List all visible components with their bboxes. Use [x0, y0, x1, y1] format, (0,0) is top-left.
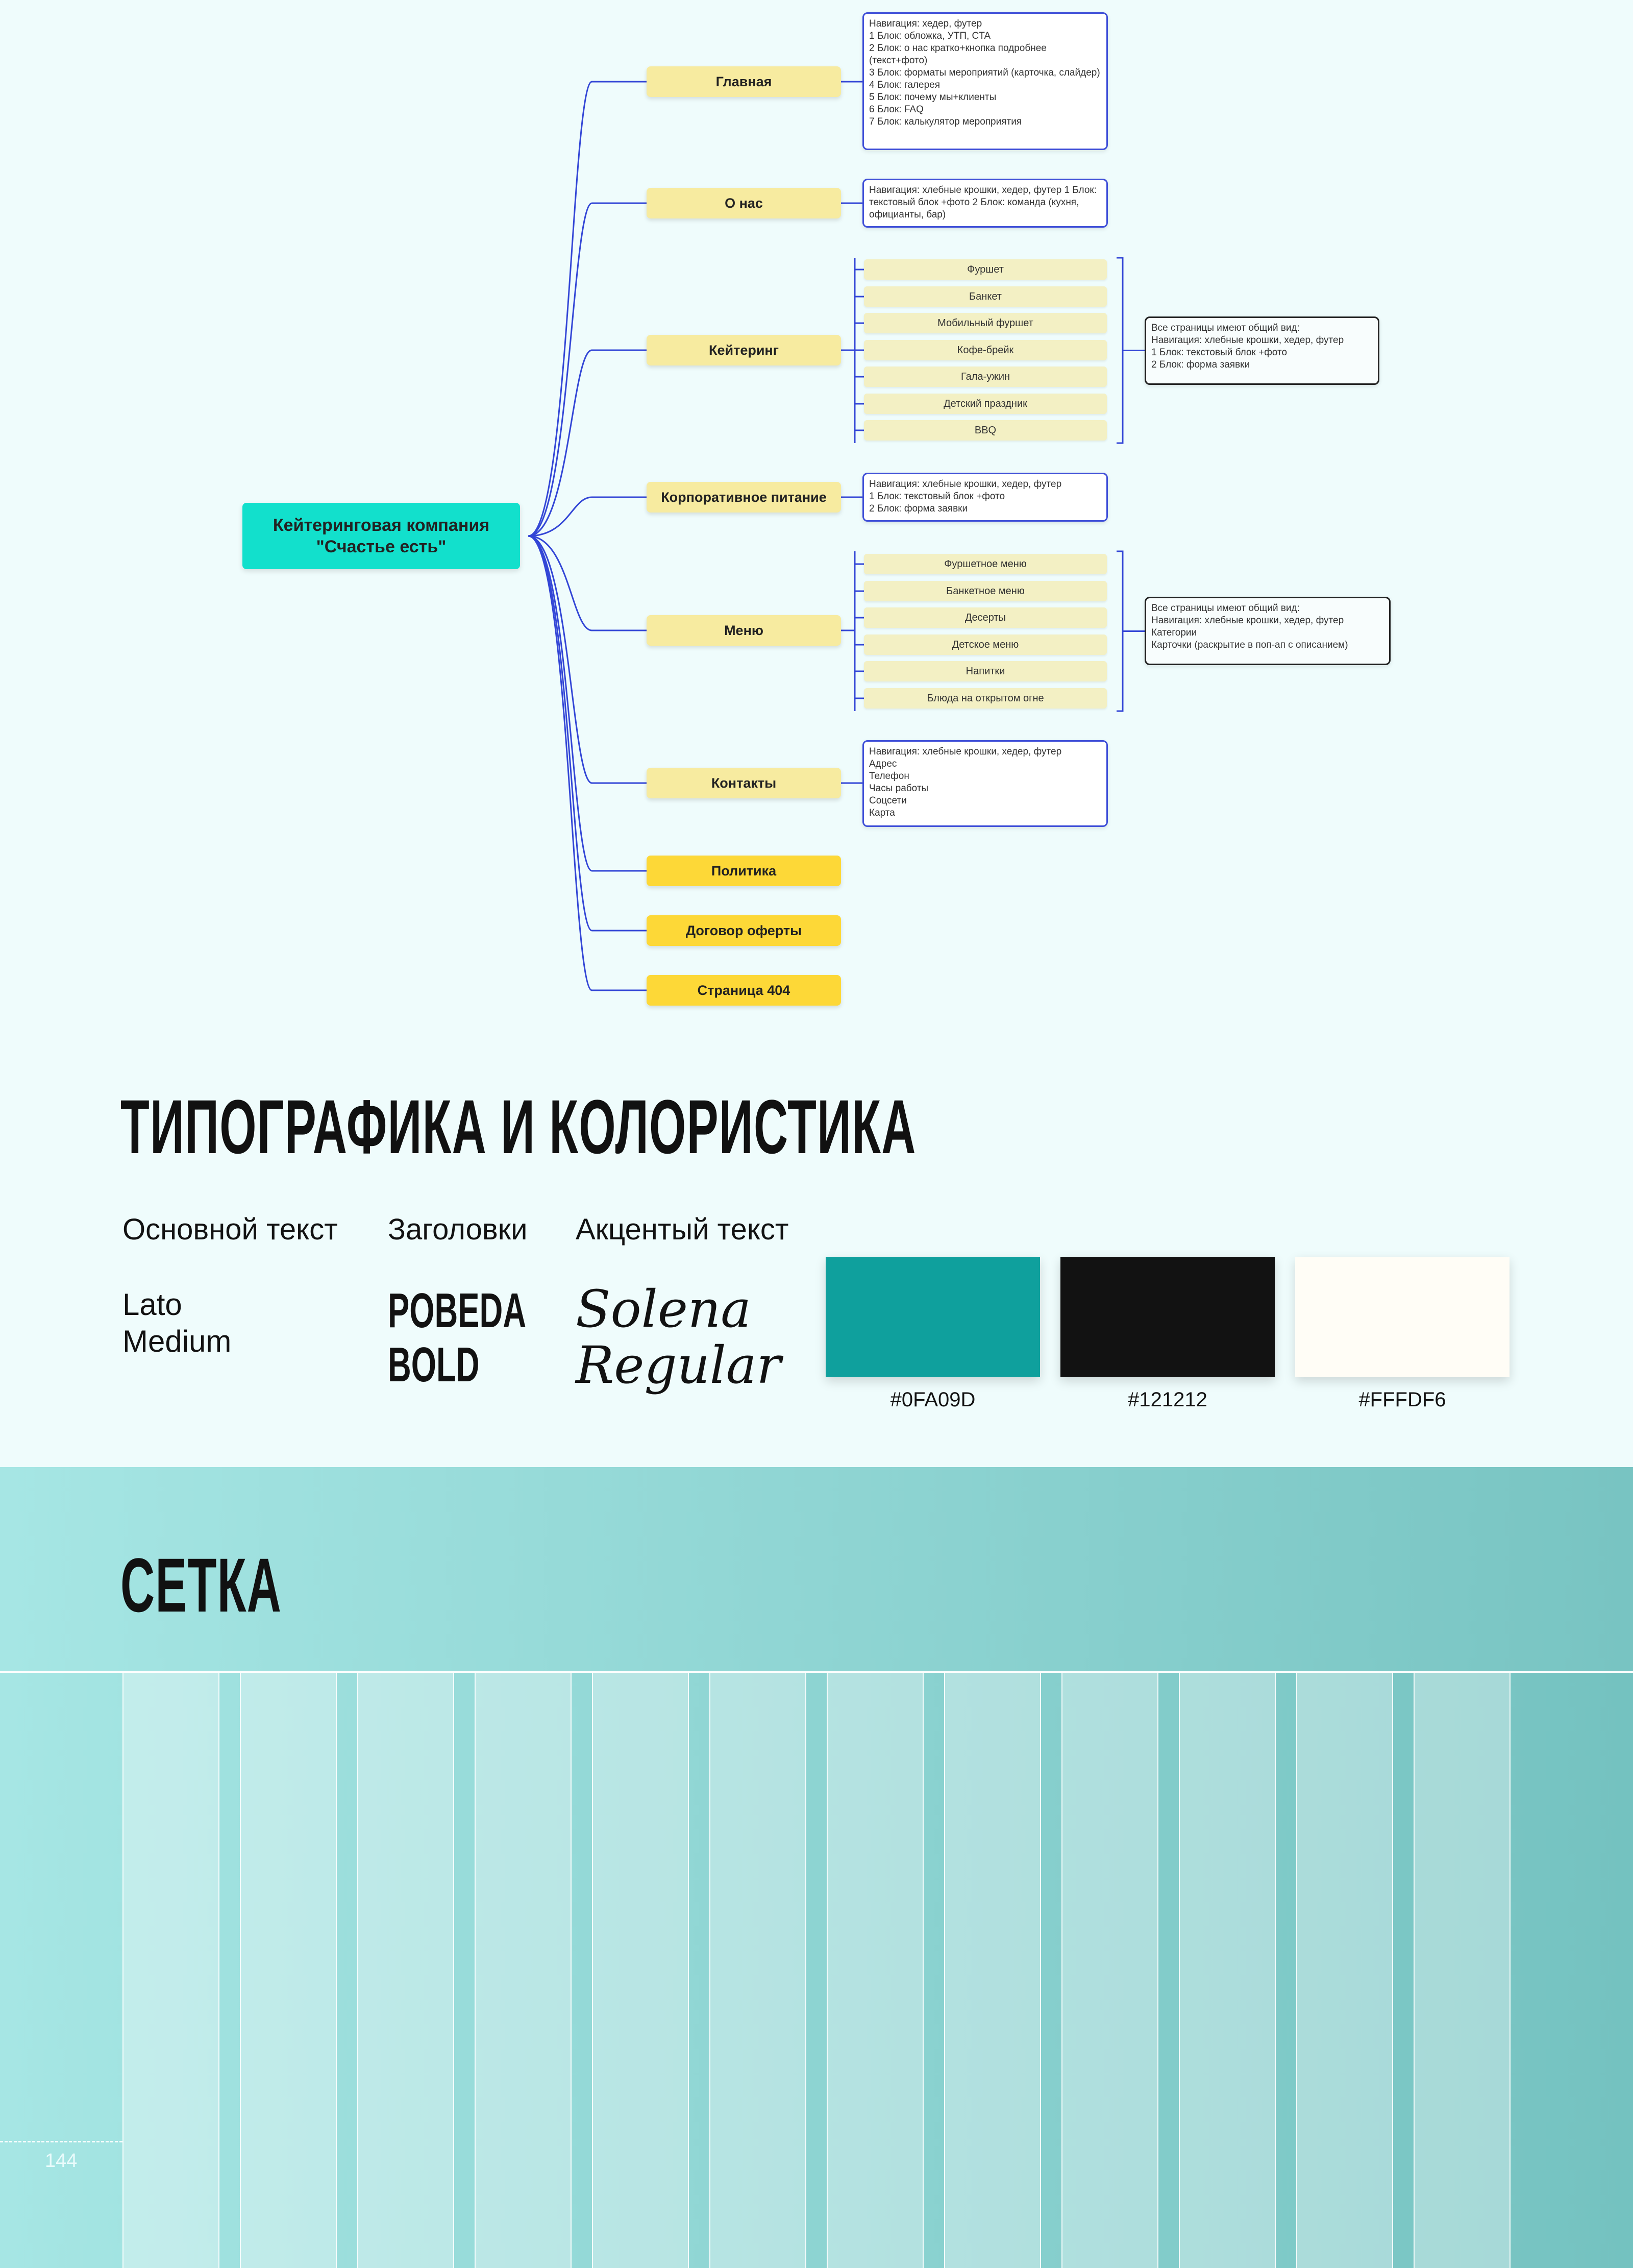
grid-column: [1061, 1673, 1158, 2268]
node-catering: Кейтеринг: [647, 335, 841, 365]
grid-column: [240, 1673, 337, 2268]
menu-item: Банкетное меню: [864, 581, 1107, 601]
node-corporate: Корпоративное питание: [647, 482, 841, 513]
grid-column: [475, 1673, 572, 2268]
connector-line: [528, 536, 647, 630]
color-swatch-cream: [1295, 1257, 1510, 1377]
node-policy: Политика: [647, 856, 841, 886]
node-about: О нас: [647, 188, 841, 218]
catering-item: Детский праздник: [864, 394, 1107, 414]
label-headings: Заголовки: [388, 1213, 528, 1246]
note-home: Навигация: хедер, футер 1 Блок: обложка, УТП, CTA 2 Блок: о нас кратко+кнопка подробнее (текст+фото) 3 Блок: форматы мероприятий (карточка, слайдер) 4 Блок: галерея 5 Блок: почему мы+клиенты 6 Блок: FAQ 7 Блок: калькулятор мероприятия: [862, 12, 1108, 150]
color-hex-black: #121212: [1128, 1388, 1207, 1411]
grid-column: [944, 1673, 1041, 2268]
mindmap-root: Кейтеринговая компания "Счастье есть": [242, 503, 520, 569]
connector-line: [528, 536, 647, 871]
grid-column: [827, 1673, 924, 2268]
color-hex-teal: #0FA09D: [890, 1388, 976, 1411]
catering-bracket: [1117, 258, 1123, 443]
grid-column: [592, 1673, 689, 2268]
page-number: 144: [45, 2150, 78, 2172]
catering-item: Фуршет: [864, 259, 1107, 280]
note-about: Навигация: хлебные крошки, хедер, футер 1 Блок: текстовый блок +фото 2 Блок: команда (кухня, официанты, бар): [862, 179, 1108, 228]
font-sample-headings: POBEDA BOLD: [388, 1283, 527, 1392]
node-menu: Меню: [647, 615, 841, 646]
grid-column: [709, 1673, 806, 2268]
menu-item: Напитки: [864, 661, 1107, 681]
node-home: Главная: [647, 66, 841, 97]
font-sample-body: Lato Medium: [122, 1287, 232, 1358]
page-number-dash: [0, 2141, 122, 2142]
connector-line: [528, 82, 647, 536]
note-corporate: Навигация: хлебные крошки, хедер, футер 1 Блок: текстовый блок +фото 2 Блок: форма заявки: [862, 473, 1108, 522]
note-catering-common: Все страницы имеют общий вид: Навигация: хлебные крошки, хедер, футер 1 Блок: текстовый блок +фото 2 Блок: форма заявки: [1145, 316, 1379, 385]
menu-item: Блюда на открытом огне: [864, 688, 1107, 709]
node-404: Страница 404: [647, 975, 841, 1006]
color-hex-cream: #FFFDF6: [1358, 1388, 1446, 1411]
grid-column: [122, 1673, 219, 2268]
grid-column: [1179, 1673, 1276, 2268]
node-contacts: Контакты: [647, 768, 841, 798]
font-sample-accent: Solena Regular: [576, 1279, 781, 1395]
note-contacts: Навигация: хлебные крошки, хедер, футер Адрес Телефон Часы работы Соцсети Карта: [862, 740, 1108, 827]
grid-column: [1296, 1673, 1393, 2268]
node-offer: Договор оферты: [647, 915, 841, 946]
catering-item: Кофе-брейк: [864, 340, 1107, 360]
label-accent-text: Акцентый текст: [576, 1213, 789, 1246]
grid-column: [1414, 1673, 1511, 2268]
note-menu-common: Все страницы имеют общий вид: Навигация: хлебные крошки, хедер, футер Категории Карточки (раскрытие в поп-ап с описанием): [1145, 597, 1391, 665]
grid-column: [357, 1673, 454, 2268]
connector-line: [528, 203, 647, 536]
label-body-text: Основной текст: [122, 1213, 338, 1246]
catering-item: Мобильный фуршет: [864, 313, 1107, 333]
catering-item: BBQ: [864, 420, 1107, 441]
menu-item: Фуршетное меню: [864, 554, 1107, 574]
menu-bracket: [1117, 551, 1123, 711]
menu-item: Детское меню: [864, 635, 1107, 655]
grid-title: СЕТКА: [120, 1542, 282, 1628]
typography-title: ТИПОГРАФИКА И КОЛОРИСТИКА: [120, 1084, 917, 1169]
menu-item: Десерты: [864, 607, 1107, 628]
catering-item: Гала-ужин: [864, 367, 1107, 387]
catering-item: Банкет: [864, 286, 1107, 307]
color-swatch-teal: [826, 1257, 1040, 1377]
color-swatch-black: [1060, 1257, 1275, 1377]
